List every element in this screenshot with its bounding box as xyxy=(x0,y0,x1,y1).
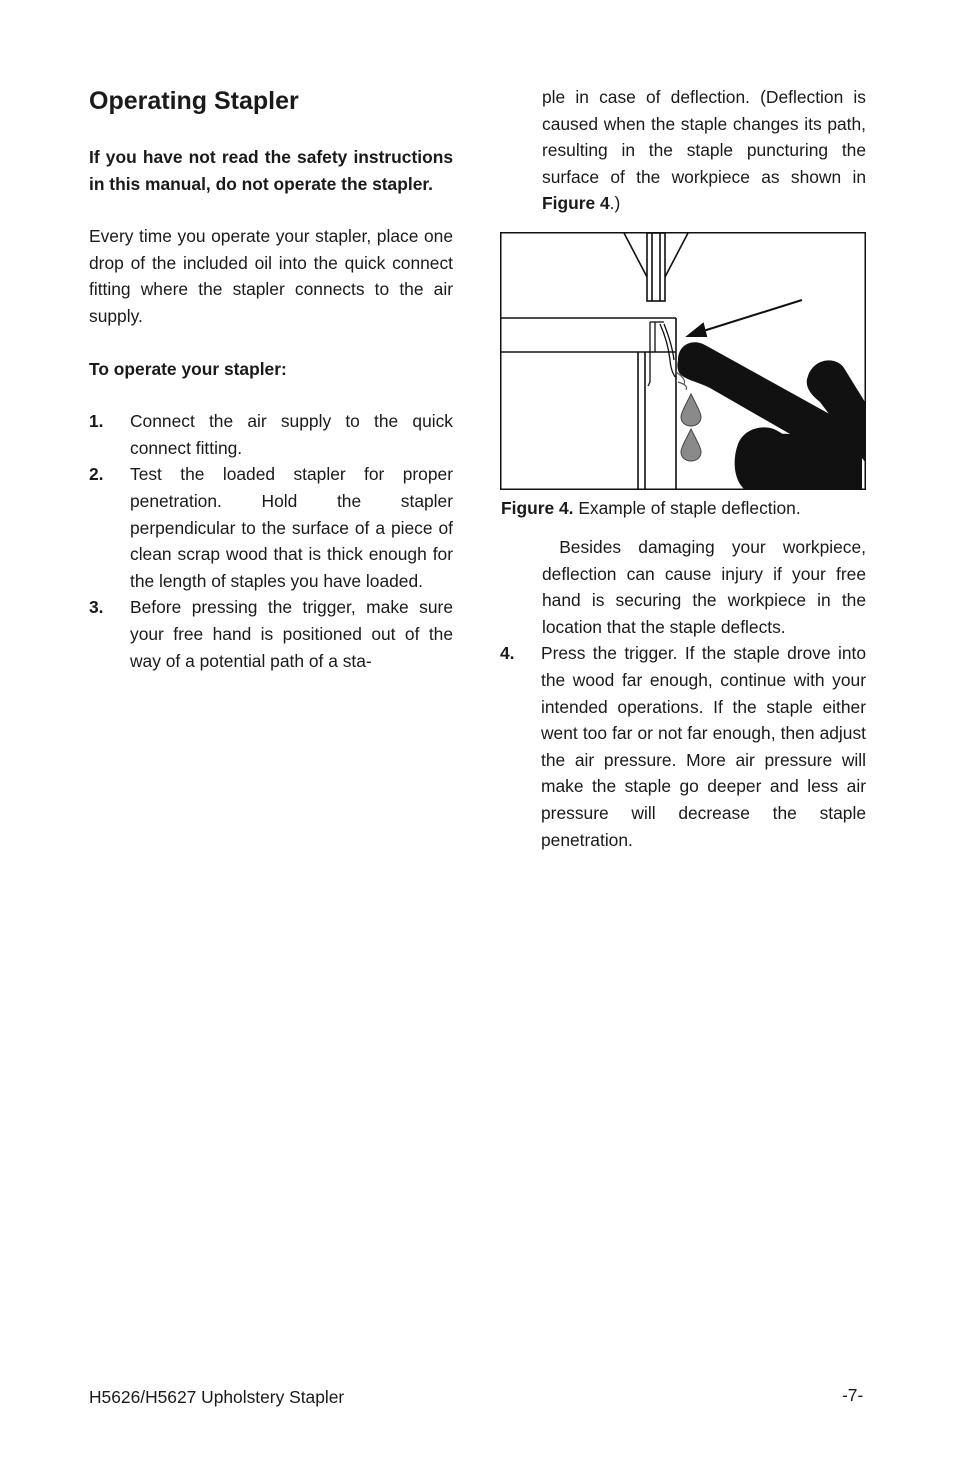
step-number: 1. xyxy=(89,411,104,432)
steps-heading: To operate your stapler: xyxy=(89,358,287,379)
step-text: Test the loaded stapler for proper penetration. Hold the stapler perpendicular to the surface of a piece of clean scrap wood that is thick enough for the length of staples you have loaded. xyxy=(130,464,453,591)
step-number: 2. xyxy=(89,464,104,485)
staple-deflection-diagram xyxy=(500,232,866,490)
figure-4-illustration xyxy=(500,232,866,490)
left-column xyxy=(89,86,453,674)
step-number: 3. xyxy=(89,597,104,618)
deflection-note xyxy=(500,534,866,640)
step-text: Connect the air supply to the quick connect fitting. xyxy=(130,411,453,458)
figure-label: Figure 4. xyxy=(501,498,574,518)
footer-model: H5626/H5627 Upholstery Stapler xyxy=(89,1387,345,1407)
step-2 xyxy=(89,461,453,594)
deflection-note-text: Besides damaging your workpiece, deflection can cause injury if your free hand is securing the workpiece in the location that the staple deflects. xyxy=(542,537,866,637)
figure-caption xyxy=(501,495,801,521)
step-4 xyxy=(500,640,866,853)
step-text: Before pressing the trigger, make sure your free hand is positioned out of the way of a potential path of a sta- xyxy=(130,597,453,671)
page-title: Operating Stapler xyxy=(89,87,299,115)
after-figure-block xyxy=(500,534,866,853)
step-3-continued xyxy=(500,84,866,217)
step-number: 4. xyxy=(500,643,515,664)
safety-warning: If you have not read the safety instructions in this manual, do not operate the stapler. xyxy=(89,147,453,194)
step-text: Press the trigger. If the staple drove into the wood far enough, continue with your intended operations. If the staple either went too far or not far enough, then adjust the air pressure. More air pressure will make the staple go deeper and less air pressure will decrease the staple penetration. xyxy=(541,643,866,850)
step-3-continued-end: .) xyxy=(609,193,621,214)
figure-reference: Figure 4 xyxy=(542,193,610,214)
step-3-continued-text: ple in case of deflection. (Deflection is caused when the staple changes its path, resulting in the staple puncturing the surface of the workpiece as shown in xyxy=(542,87,866,187)
right-column xyxy=(500,84,866,850)
footer-page-number: -7- xyxy=(842,1385,864,1405)
step-3 xyxy=(89,594,453,674)
step-1 xyxy=(89,408,453,461)
oil-instruction: Every time you operate your stapler, place one drop of the included oil into the quick connect fitting where the stapler connects to the air supply. xyxy=(89,226,453,326)
figure-caption-text: Example of staple deflection. xyxy=(573,498,801,518)
